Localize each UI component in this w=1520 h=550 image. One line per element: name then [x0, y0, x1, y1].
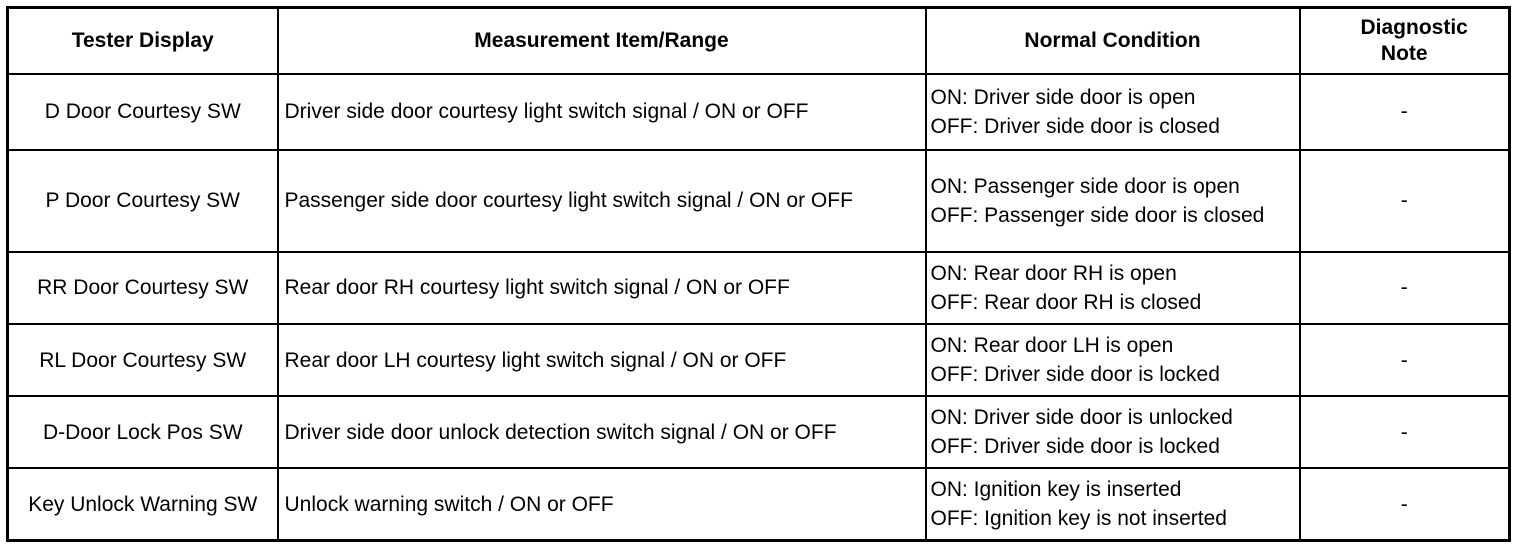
cell-normal-condition	[926, 396, 1300, 468]
cell-diagnostic-note: -	[1300, 252, 1510, 324]
condition-off: OFF: Ignition key is not inserted	[930, 507, 1227, 531]
table-row	[8, 150, 1510, 252]
cell-normal-condition	[926, 150, 1300, 252]
cell-normal-condition	[926, 74, 1300, 150]
table-row	[8, 396, 1510, 468]
cell-diagnostic-note: -	[1300, 150, 1510, 252]
cell-diagnostic-note: -	[1300, 324, 1510, 396]
condition-on: ON: Rear door LH is open	[930, 334, 1174, 358]
cell-tester-display: D Door Courtesy SW	[8, 74, 278, 150]
cell-measurement: Driver side door courtesy light switch signal / ON or OFF	[278, 74, 926, 150]
condition-on: ON: Passenger side door is open	[930, 174, 1240, 198]
header-measurement: Measurement Item/Range	[278, 8, 926, 74]
condition-off: OFF: Rear door RH is closed	[930, 290, 1202, 314]
cell-measurement: Passenger side door courtesy light switch signal / ON or OFF	[278, 150, 926, 252]
table-header-row	[8, 8, 1510, 74]
cell-tester-display: RR Door Courtesy SW	[8, 252, 278, 324]
cell-measurement: Rear door LH courtesy light switch signal / ON or OFF	[278, 324, 926, 396]
cell-diagnostic-note: -	[1300, 74, 1510, 150]
cell-normal-condition	[926, 468, 1300, 540]
table-row	[8, 252, 1510, 324]
cell-measurement: Rear door RH courtesy light switch signal / ON or OFF	[278, 252, 926, 324]
header-diagnostic-note: Diagnostic Note	[1300, 8, 1510, 74]
cell-diagnostic-note: -	[1300, 468, 1510, 540]
condition-on: ON: Driver side door is open	[930, 85, 1196, 109]
cell-measurement: Driver side door unlock detection switch signal / ON or OFF	[278, 396, 926, 468]
cell-normal-condition	[926, 324, 1300, 396]
table-row	[8, 324, 1510, 396]
cell-tester-display: D-Door Lock Pos SW	[8, 396, 278, 468]
condition-off: OFF: Driver side door is locked	[930, 363, 1220, 387]
condition-on: ON: Driver side door is unlocked	[930, 406, 1233, 430]
table-row	[8, 468, 1510, 540]
cell-tester-display: P Door Courtesy SW	[8, 150, 278, 252]
cell-tester-display: Key Unlock Warning SW	[8, 468, 278, 540]
cell-measurement: Unlock warning switch / ON or OFF	[278, 468, 926, 540]
header-tester-display: Tester Display	[8, 8, 278, 74]
data-list-table	[6, 6, 1511, 542]
cell-tester-display: RL Door Courtesy SW	[8, 324, 278, 396]
condition-on: ON: Ignition key is inserted	[930, 478, 1182, 502]
cell-normal-condition	[926, 252, 1300, 324]
cell-diagnostic-note: -	[1300, 396, 1510, 468]
table-row	[8, 74, 1510, 150]
condition-on: ON: Rear door RH is open	[930, 261, 1177, 285]
condition-off: OFF: Driver side door is closed	[930, 114, 1220, 138]
condition-off: OFF: Passenger side door is closed	[930, 203, 1265, 227]
header-normal-condition: Normal Condition	[926, 8, 1300, 74]
condition-off: OFF: Driver side door is locked	[930, 435, 1220, 459]
